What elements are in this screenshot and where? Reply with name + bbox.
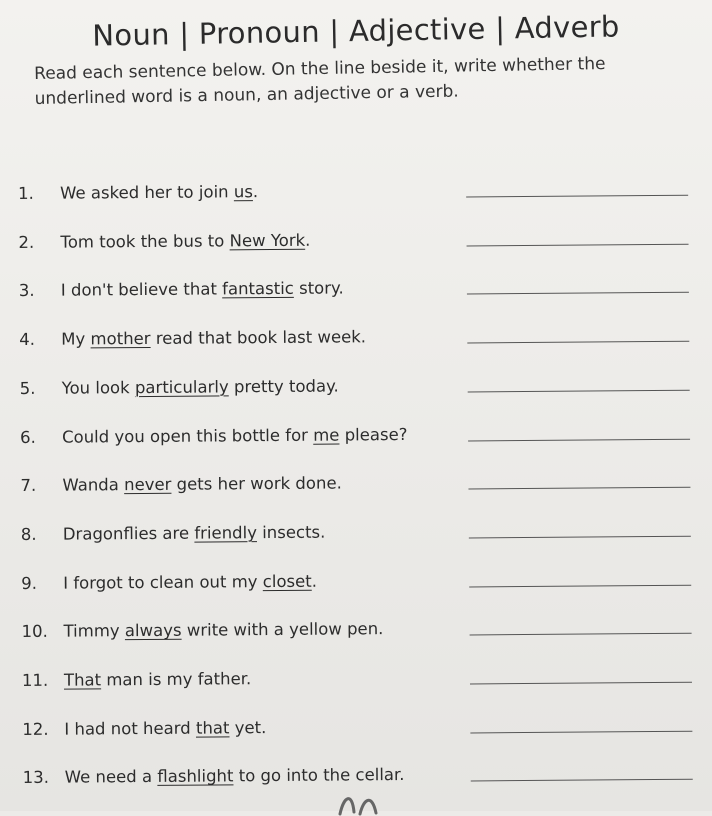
sentence-text-after: . [305,230,310,249]
instructions-text: Read each sentence below. On the line beside it, write whether the underlined word is a noun, an adjective or a verb. [34,51,675,112]
question-sentence [61,279,344,300]
question-row [21,611,701,646]
underlined-word: closet [263,571,312,590]
sentence-text-after: write with a yellow pen. [181,619,383,640]
answer-line[interactable] [468,487,690,490]
question-number: 6. [20,427,62,446]
question-row [22,708,702,743]
question-sentence [62,376,339,397]
question-sentence [60,182,258,203]
sentence-text-before: You look [62,378,135,398]
question-row [20,367,700,402]
sentence-text-after: man is my father. [101,669,251,689]
question-sentence [61,327,366,348]
question-row [19,319,699,354]
answer-line[interactable] [467,243,689,246]
answer-line[interactable] [467,292,689,295]
answer-line[interactable] [468,438,690,441]
underlined-word: New York [229,230,305,250]
sentence-text-after: please? [339,424,407,444]
question-row [22,660,702,695]
sentence-text-before: I don't believe that [61,280,222,300]
underlined-word: That [64,670,101,689]
sentence-text-after: . [312,571,317,590]
underlined-word: us [234,182,253,201]
question-number: 9. [21,573,63,592]
question-row [18,173,698,208]
answer-line[interactable] [469,536,691,539]
question-sentence [63,571,317,592]
question-row [21,562,701,597]
question-number: 3. [19,281,61,300]
question-number: 13. [23,768,65,787]
question-number: 8. [21,525,63,544]
question-sentence [65,765,405,787]
question-number: 5. [20,378,62,397]
underlined-word: particularly [135,377,229,397]
question-number: 12. [22,719,64,738]
sentence-text-before: My [61,330,90,349]
answer-line[interactable] [470,682,692,685]
sentence-text-before: Timmy [63,621,124,640]
question-number: 4. [19,330,61,349]
question-sentence [64,718,266,739]
answer-line[interactable] [468,390,690,393]
answer-line[interactable] [471,779,693,782]
sentence-text-after: story. [294,279,344,298]
question-sentence [62,424,408,446]
answer-line[interactable] [470,730,692,733]
sentence-text-before: I had not heard [64,718,196,738]
question-number: 2. [18,232,60,251]
sentence-text-after: insects. [257,522,326,542]
answer-line[interactable] [467,341,689,344]
pencil-mark [330,786,390,816]
sentence-text-after: gets her work done. [171,474,342,494]
question-list [18,173,698,178]
sentence-text-after: pretty today. [229,376,339,396]
underlined-word: flashlight [157,767,233,787]
sentence-text-after: to go into the cellar. [233,765,404,785]
question-row [21,514,701,549]
underlined-word: mother [90,329,150,348]
question-number: 11. [22,671,64,690]
question-sentence [60,230,310,251]
question-row [20,416,700,451]
underlined-word: me [313,425,339,444]
underlined-word: fantastic [222,279,294,299]
question-sentence [63,522,326,543]
sentence-text-after: yet. [229,718,266,737]
sentence-text-before: We asked her to join [60,182,234,202]
underlined-word: never [124,475,171,494]
sentence-text-after: . [253,182,258,201]
sentence-text-before: Could you open this bottle for [62,425,313,446]
answer-line[interactable] [469,584,691,587]
question-row [20,465,700,500]
question-number: 7. [20,476,62,495]
question-number: 1. [18,184,60,203]
answer-line[interactable] [466,195,688,198]
question-row [18,221,698,256]
question-sentence [63,619,383,641]
question-number: 10. [21,622,63,641]
sentence-text-before: We need a [65,767,158,787]
sentence-text-before: Dragonflies are [63,524,195,544]
sentence-text-after: read that book last week. [150,327,366,348]
underlined-word: always [125,621,182,640]
question-sentence [62,474,342,495]
underlined-word: friendly [194,523,257,542]
sentence-text-before: I forgot to clean out my [63,572,263,593]
worksheet-title: Noun | Pronoun | Adjective | Adverb [0,8,712,54]
answer-line[interactable] [470,633,692,636]
question-sentence [64,669,251,689]
sentence-text-before: Tom took the bus to [60,231,229,251]
question-row [19,270,699,305]
sentence-text-before: Wanda [62,475,124,494]
underlined-word: that [196,718,230,737]
